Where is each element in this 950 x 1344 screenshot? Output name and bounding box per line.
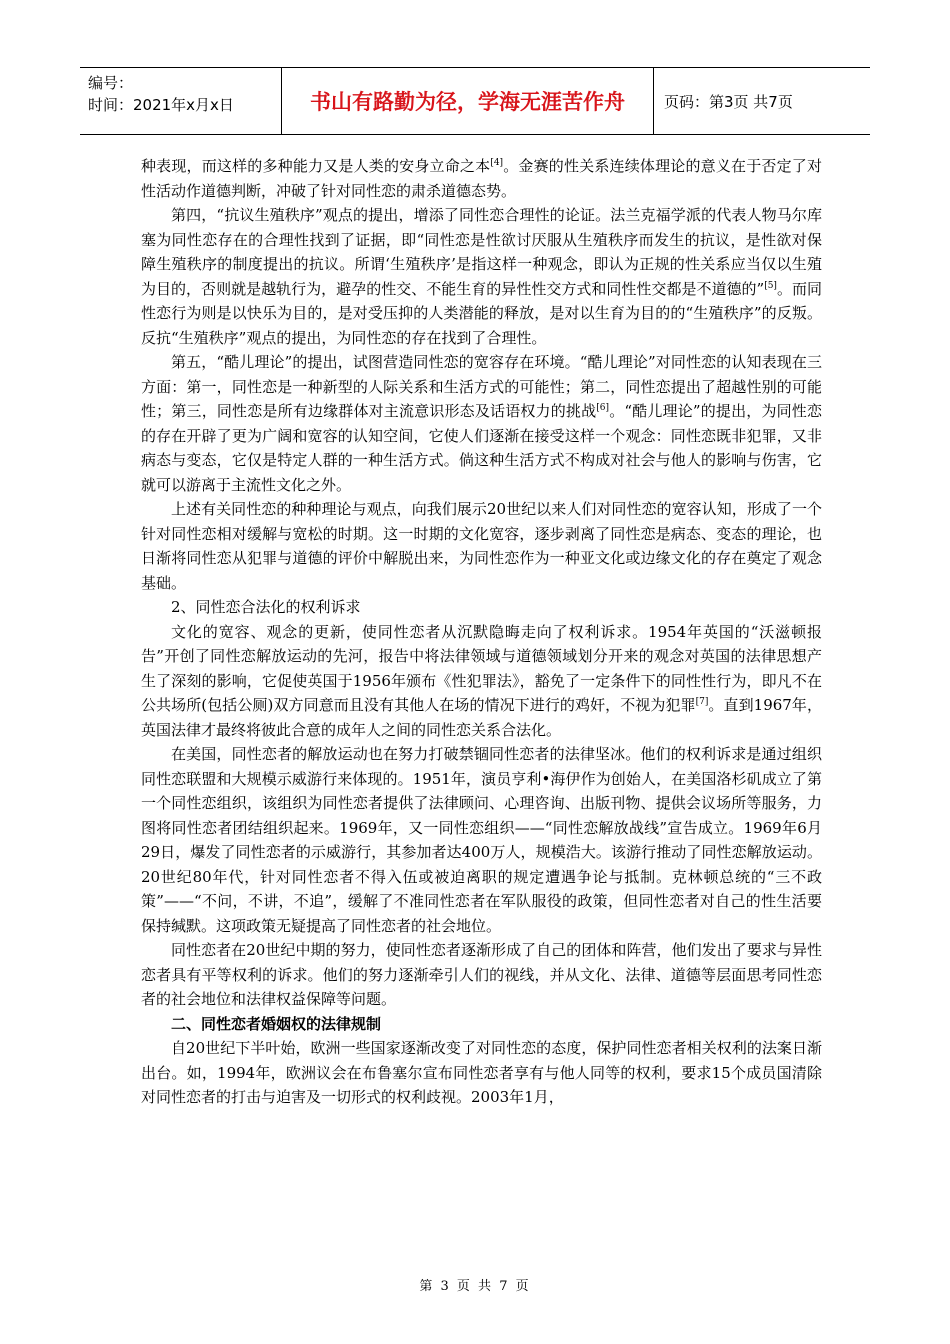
paragraph: 第四，“抗议生殖秩序”观点的提出，增添了同性恋合理性的论证。法兰克福学派的代表人物马尔库塞为同性恋存在的合理性找到了证据，即“同性恋是性欲讨厌服从生殖秩序而发生的抗议，是性欲对保障生殖秩序的制度提出的抗议。所谓‘生殖秩序’是指这样一种观念，即认为正规的性关系应当仅以生殖为目的，否则就是越轨行为，避孕的性交、不能生育的异性性交方式和同性性交都是不道德的”[5]。而同性恋行为则是以快乐为目的，是对受压抑的人类潜能的释放，是对以生育为目的的“生殖秩序”的反叛。反抗“生殖秩序”观点的提出，为同性恋的存在找到了合理性。 (141, 206, 822, 347)
header-motto: 书山有路勤为径，学海无涯苦作舟 (282, 68, 654, 134)
page-footer: 第 3 页 共 7 页 (419, 1279, 531, 1294)
document-time-label: 时间：2021年x月x日 (88, 96, 234, 114)
paragraph: 同性恋者在20世纪中期的努力，使同性恋者逐渐形成了自己的团体和阵营，他们发出了要求与异性恋者具有平等权利的诉求。他们的努力逐渐牵引人们的视线，并从文化、法律、道德等层面思考同性恋者的社会地位和法律权益保障等问题。 (141, 941, 822, 1008)
citation-ref: [6] (596, 403, 610, 413)
citation-ref: [7] (695, 697, 709, 707)
paragraph: 在美国，同性恋者的解放运动也在努力打破禁锢同性恋者的法律坚冰。他们的权利诉求是通过组织同性恋联盟和大规模示威游行来体现的。1951年，演员亨利•海伊作为创始人，在美国洛杉矶成立了第一个同性恋组织，该组织为同性恋者提供了法律顾问、心理咨询、出版刊物、提供会议场所等服务，力图将同性恋者团结组织起来。1969年，又一同性恋组织——“同性恋解放战线”宣告成立。1969年6月29日，爆发了同性恋者的示威游行，其参加者达400万人，规模浩大。该游行推动了同性恋解放运动。20世纪80年代，针对同性恋者不得入伍或被迫离职的规定遭遇争论与抵制。克林顿总统的“三不政策”——“不问，不讲，不追”，缓解了不准同性恋者在军队服役的政策，但同性恋者对自己的性生活要保持缄默。这项政策无疑提高了同性恋者的社会地位。 (141, 745, 822, 935)
document-body (141, 154, 822, 1110)
document-header (80, 67, 870, 135)
paragraph: 文化的宽容、观念的更新，使同性恋者从沉默隐晦走向了权利诉求。1954年英国的“沃滋顿报告”开创了同性恋解放运动的先河，报告中将法律领域与道德领域划分开来的观念对英国的法律思想产生了深刻的影响，它促使英国于1956年颁布《性犯罪法》，豁免了一定条件下的同性性行为，即凡不在公共场所(包括公厕)双方同意而且没有其他人在场的情况下进行的鸡奸，不视为犯罪[7]。直到1967年，英国法律才最终将彼此合意的成年人之间的同性恋关系合法化。 (141, 622, 822, 739)
section-subheading: 2、同性恋合法化的权利诉求 (171, 598, 361, 616)
paragraph: 上述有关同性恋的种种理论与观点，向我们展示20世纪以来人们对同性恋的宽容认知，形成了一个针对同性恋相对缓解与宽松的时期。这一时期的文化宽容，逐步剥离了同性恋是病态、变态的理论，也日渐将同性恋从犯罪与道德的评价中解脱出来，为同性恋作为一种亚文化或边缘文化的存在奠定了观念基础。 (141, 500, 822, 592)
paragraph: 自20世纪下半叶始，欧洲一些国家逐渐改变了对同性恋的态度，保护同性恋者相关权利的法案日渐出台。如，1994年，欧洲议会在布鲁塞尔宣布同性恋者享有与他人同等的权利，要求15个成员国清除对同性恋者的打击与迫害及一切形式的权利歧视。2003年1月， (141, 1039, 822, 1106)
header-page-label: 页码：第3页 共7页 (664, 92, 793, 111)
section-heading: 二、同性恋者婚姻权的法律规制 (171, 1014, 382, 1033)
header-meta (80, 68, 282, 134)
citation-ref: [4] (490, 158, 504, 168)
citation-ref: [5] (764, 280, 777, 291)
paragraph: 第五，“酷儿理论”的提出，试图营造同性恋的宽容存在环境。“酷儿理论”对同性恋的认知表现在三方面：第一，同性恋是一种新型的人际关系和生活方式的可能性；第二，同性恋提出了超越性别的可能性；第三，同性恋是所有边缘群体对主流意识形态及话语权力的挑战[6]。“酷儿理论”的提出，为同性恋的存在开辟了更为广阔和宽容的认知空间，它使人们逐渐在接受这样一个观念：同性恋既非犯罪，又非病态与变态，它仅是特定人群的一种生活方式。倘这种生活方式不构成对社会与他人的影响与伤害，它就可以游离于主流性文化之外。 (141, 353, 822, 494)
document-number-label: 编号： (88, 74, 134, 92)
paragraph: 种表现，而这样的多种能力又是人类的安身立命之本[4]。金赛的性关系连续体理论的意义在于否定了对性活动作道德判断，冲破了针对同性恋的肃杀道德态势。 (141, 157, 822, 200)
